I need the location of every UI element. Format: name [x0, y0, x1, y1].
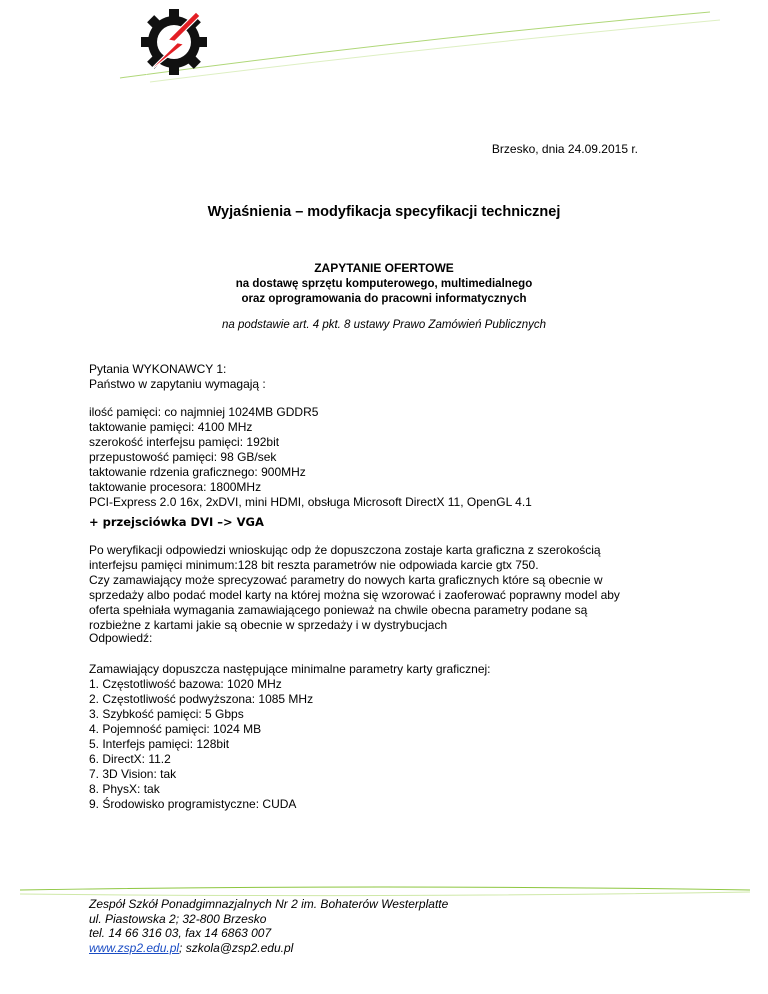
inquiry-heading: ZAPYTANIE OFERTOWE: [314, 261, 454, 275]
answer-item: 3. Szybkość pamięci: 5 Gbps: [89, 707, 244, 721]
footer-email: szkola@zsp2.edu.pl: [185, 940, 294, 955]
document-date: Brzesko, dnia 24.09.2015 r.: [491, 142, 638, 156]
answer-item: 8. PhysX: tak: [89, 782, 160, 796]
requirement-item: taktowanie pamięci: 4100 MHz: [89, 420, 253, 434]
question-intro: [89, 362, 689, 392]
question-body-line: Po weryfikacji odpowiedzi wnioskując odp że dopuszczona zostaje karta graficzna z szerokością: [89, 543, 601, 557]
inquiry-subtitle-line: oraz oprogramowania do pracowni informatycznych: [241, 293, 527, 305]
requirement-item: taktowanie procesora: 1800MHz: [89, 480, 262, 494]
answer-item: 6. DirectX: 11.2: [89, 752, 171, 766]
question-body-line: rozbieżne z kartami jakie są obecnie w sprzedaży i w dystrybucjach: [89, 618, 448, 632]
school-logo-icon: [138, 6, 210, 78]
answer-list: [89, 662, 689, 812]
requirement-item: ilość pamięci: co najmniej 1024MB GDDR5: [89, 405, 319, 419]
inquiry-subtitle-line: na dostawę sprzętu komputerowego, multimedialnego: [235, 278, 533, 290]
header-decorative-line: [0, 0, 768, 100]
question-body: [89, 543, 689, 633]
footer: [89, 897, 448, 955]
requirement-item: przepustowość pamięci: 98 GB/sek: [89, 450, 277, 464]
legal-basis: na podstawie art. 4 pkt. 8 ustawy Prawo Zamówień Publicznych: [221, 319, 547, 331]
footer-website-link[interactable]: www.zsp2.edu.pl: [89, 940, 180, 955]
answer-item: 7. 3D Vision: tak: [89, 767, 177, 781]
footer-school-name: Zespół Szkół Ponadgimnazjalnych Nr 2 im. Bohaterów Westerplatte: [89, 897, 449, 911]
footer-phone: tel. 14 66 316 03, fax 14 6863 007: [89, 926, 272, 940]
question-body-line: oferta spełniała wymagania zamawiającego ponieważ na chwile obecna parametry podane są: [89, 603, 588, 617]
footer-contacts: [89, 941, 448, 956]
question-intro-line: Państwo w zapytaniu wymagają :: [89, 377, 266, 391]
requirement-item: taktowanie rdzenia graficznego: 900MHz: [89, 465, 306, 479]
answer-item: 4. Pojemność pamięci: 1024 MB: [89, 722, 262, 736]
answer-item: 2. Częstotliwość podwyższona: 1085 MHz: [89, 692, 314, 706]
requirement-item: PCI-Express 2.0 16x, 2xDVI, mini HDMI, obsługa Microsoft DirectX 11, OpenGL 4.1: [89, 495, 532, 509]
question-intro-line: Pytania WYKONAWCY 1:: [89, 362, 227, 376]
requirements-list: [89, 405, 689, 510]
requirement-item: szerokość interfejsu pamięci: 192bit: [89, 435, 280, 449]
question-body-line: interfejsu pamięci minimum:128 bit reszta parametrów nie odpowiada karcie gtx 750.: [89, 558, 539, 572]
answer-item: 9. Środowisko programistyczne: CUDA: [89, 797, 297, 811]
document-title: Wyjaśnienia – modyfikacja specyfikacji technicznej: [207, 204, 561, 220]
adapter-note: + przejsciówka DVI –> VGA: [89, 515, 264, 529]
answer-label: Odpowiedź:: [89, 631, 153, 645]
footer-separator: ;: [179, 940, 183, 955]
answer-item: 5. Interfejs pamięci: 128bit: [89, 737, 230, 751]
question-body-line: sprzedaży albo podać model karty na której można się wzorować i zaoferować poprawny model aby: [89, 588, 620, 602]
answer-intro: Zamawiający dopuszcza następujące minimalne parametry karty graficznej:: [89, 662, 491, 676]
footer-address: ul. Piastowska 2; 32-800 Brzesko: [89, 911, 267, 926]
question-body-line: Czy zamawiający może sprecyzować parametry do nowych karta graficznych które są obecnie w: [89, 573, 603, 587]
answer-item: 1. Częstotliwość bazowa: 1020 MHz: [89, 677, 282, 691]
